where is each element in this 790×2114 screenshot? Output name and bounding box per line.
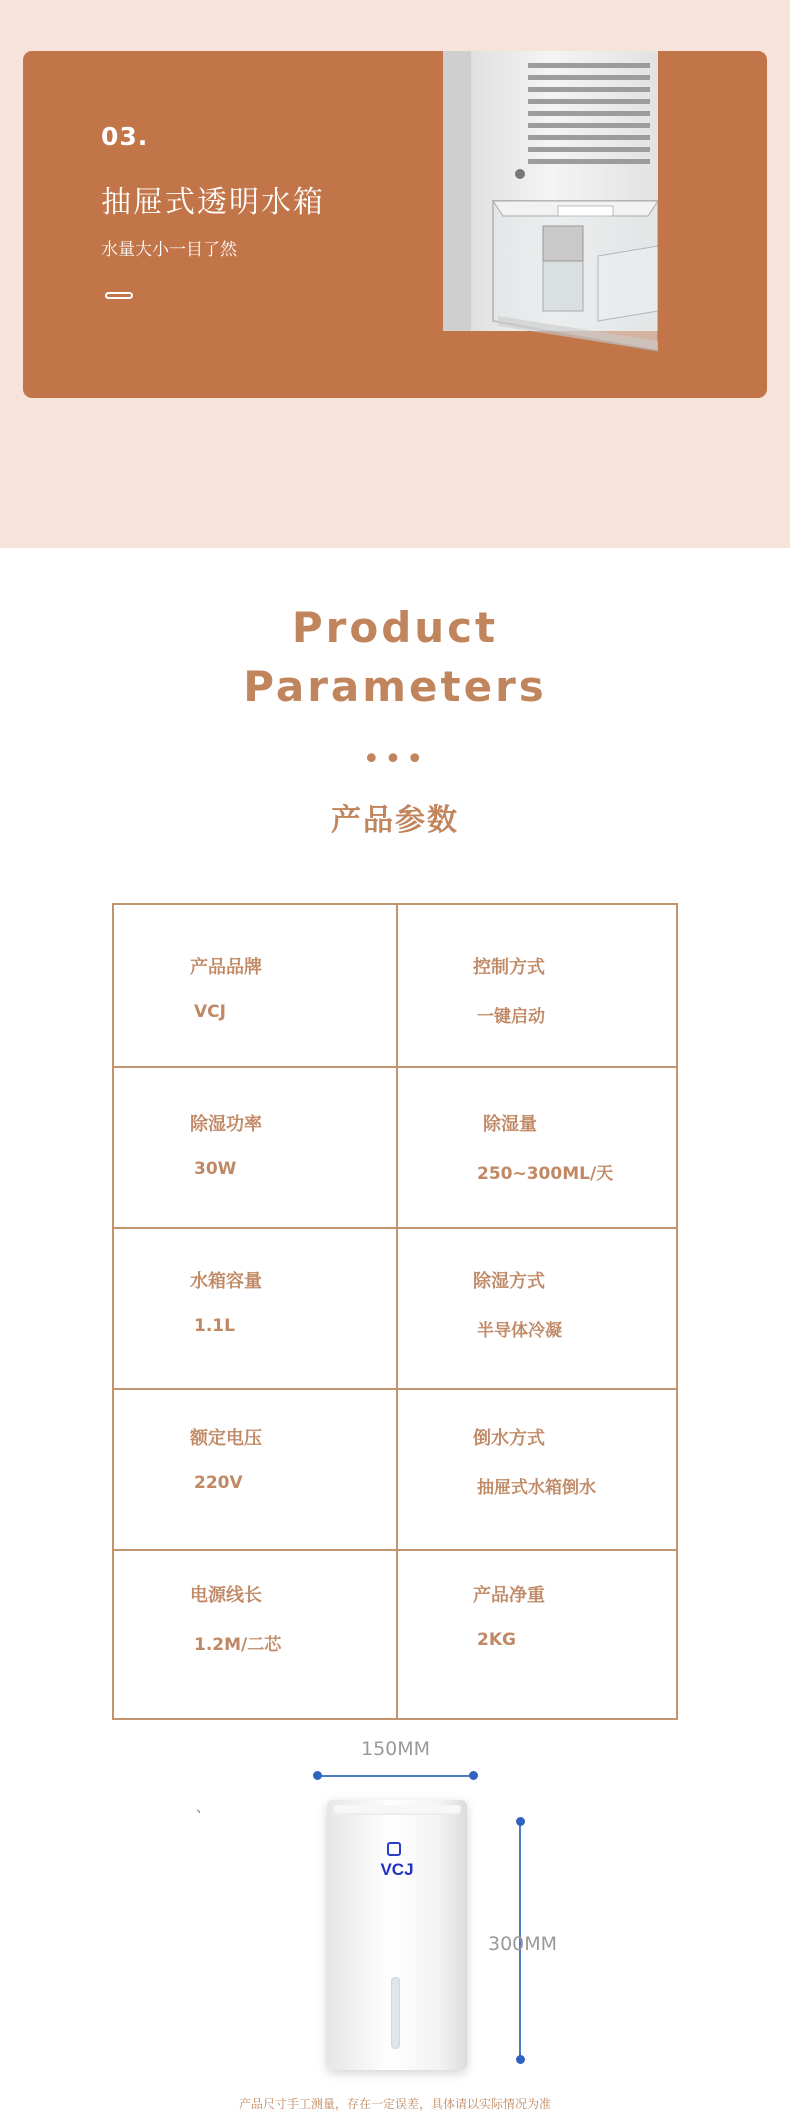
measurement-footnote: 产品尺寸手工测量，存在一定误差，具体请以实际情况为准 xyxy=(238,2097,551,2111)
param-label-dehumidify-method: 除湿方式 xyxy=(473,1271,545,1292)
param-value-dehumidify-amount: 250~300ML/天 xyxy=(477,1164,614,1184)
height-dimension-label: 300MM xyxy=(488,1933,558,1955)
param-value-voltage: 220V xyxy=(194,1473,243,1493)
section-title-line1: Product xyxy=(291,603,499,652)
height-dimension-bottom-dot xyxy=(516,2055,525,2064)
product-top-edge xyxy=(333,1805,461,1815)
width-dimension-line xyxy=(318,1775,474,1777)
feature-number: 03. xyxy=(101,122,149,151)
dehumidifier-product-image xyxy=(327,1800,467,2070)
parameters-table xyxy=(112,903,678,1720)
table-divider-vertical xyxy=(396,905,398,1718)
table-divider xyxy=(114,1227,676,1229)
section-title-line2: Parameters xyxy=(243,662,547,711)
table-divider xyxy=(114,1066,676,1068)
feature-pill-decoration xyxy=(105,292,133,299)
width-dimension-label: 150MM xyxy=(361,1738,431,1760)
param-label-power: 除湿功率 xyxy=(190,1114,262,1135)
table-divider xyxy=(114,1549,676,1551)
width-dimension-start-dot xyxy=(313,1771,322,1780)
param-value-tank-capacity: 1.1L xyxy=(194,1316,235,1336)
param-value-cord-length: 1.2M/二芯 xyxy=(194,1635,282,1655)
decorative-dots: ••• xyxy=(362,742,428,777)
param-label-drain-method: 倒水方式 xyxy=(473,1428,545,1449)
table-divider xyxy=(114,1388,676,1390)
param-label-net-weight: 产品净重 xyxy=(473,1585,545,1606)
param-value-control: 一键启动 xyxy=(477,1007,545,1027)
stray-mark: 、 xyxy=(196,1800,210,1816)
param-value-brand: VCJ xyxy=(194,1002,226,1022)
feature-title: 抽屉式透明水箱 xyxy=(101,185,325,220)
param-value-power: 30W xyxy=(194,1159,237,1179)
product-logo: VCJ xyxy=(380,1860,414,1879)
feature-card xyxy=(23,51,767,398)
param-label-control: 控制方式 xyxy=(473,957,545,978)
feature-subtitle: 水量大小一目了然 xyxy=(101,240,237,260)
param-label-brand: 产品品牌 xyxy=(190,957,262,978)
section-subtitle: 产品参数 xyxy=(331,803,459,838)
param-value-net-weight: 2KG xyxy=(477,1630,516,1650)
height-dimension-top-dot xyxy=(516,1817,525,1826)
param-label-tank-capacity: 水箱容量 xyxy=(190,1271,262,1292)
param-label-voltage: 额定电压 xyxy=(190,1428,262,1449)
param-label-dehumidify-amount: 除湿量 xyxy=(483,1114,537,1135)
dehumidifier-drawer-illustration xyxy=(418,51,658,381)
param-label-cord-length: 电源线长 xyxy=(190,1585,262,1606)
power-button-icon xyxy=(387,1842,401,1856)
water-level-window xyxy=(391,1977,400,2049)
param-value-drain-method: 抽屉式水箱倒水 xyxy=(477,1478,596,1498)
param-value-dehumidify-method: 半导体冷凝 xyxy=(477,1321,562,1341)
width-dimension-end-dot xyxy=(469,1771,478,1780)
